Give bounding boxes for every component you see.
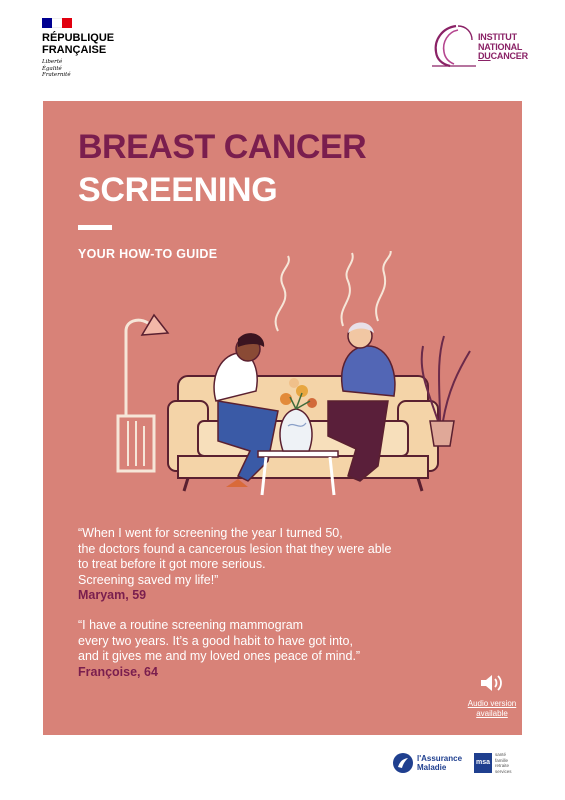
inca-line3-rest: CANCER bbox=[490, 51, 528, 61]
quote-line: “I have a routine screening mammogram bbox=[78, 618, 304, 632]
msa-mark-icon bbox=[474, 753, 492, 773]
quote-line: every two years. It’s a good habit to have got into, bbox=[78, 633, 353, 648]
speaker-icon bbox=[479, 672, 505, 694]
msa-tagline bbox=[495, 752, 512, 774]
msa-tagline-line: famille bbox=[495, 757, 509, 763]
republic-motto bbox=[42, 59, 114, 79]
rf-title-line1: RÉPUBLIQUE bbox=[42, 32, 115, 44]
am-line1: l'Assurance bbox=[417, 754, 463, 763]
title-screening: SCREENING bbox=[78, 171, 278, 209]
inca-emblem-icon bbox=[428, 22, 480, 68]
quote-author: Françoise, 64 bbox=[78, 664, 158, 679]
motto-egalite: Égalité bbox=[42, 65, 62, 72]
quote-author: Maryam, 59 bbox=[78, 588, 147, 602]
msa-tagline-line: services bbox=[495, 768, 512, 774]
inca-line2: NATIONAL bbox=[478, 41, 523, 52]
quote-line: and it gives me and my loved ones peace of mind.” bbox=[78, 649, 361, 663]
audio-link-line1[interactable]: Audio version bbox=[467, 699, 517, 708]
quote-line: to treat before it got more serious. bbox=[78, 557, 266, 571]
republique-francaise-logo bbox=[42, 18, 114, 79]
cover-panel bbox=[43, 101, 522, 735]
msa-logo bbox=[474, 752, 512, 774]
french-flag-icon bbox=[42, 18, 72, 28]
am-line2: Maladie bbox=[417, 763, 447, 772]
inca-line1: INSTITUT bbox=[478, 32, 517, 42]
two-women-on-sofa-illustration bbox=[98, 251, 478, 501]
quote-line: Screening saved my life!” bbox=[78, 572, 219, 587]
motto-liberte: Liberté bbox=[42, 59, 63, 65]
inca-line3-prefix: DU bbox=[478, 51, 491, 61]
testimonial-francoise bbox=[78, 618, 360, 680]
motto-fraternite: Fraternité bbox=[42, 72, 71, 78]
assurance-maladie-wordmark bbox=[417, 754, 462, 772]
subtitle-how-to-guide: YOUR HOW-TO GUIDE bbox=[78, 247, 218, 261]
testimonial-maryam bbox=[78, 526, 391, 604]
quote-line: “When I went for screening the year I turned 50, bbox=[78, 526, 343, 540]
assurance-maladie-emblem-icon bbox=[392, 752, 414, 774]
republique-francaise-title bbox=[42, 32, 114, 56]
rf-title-line2: FRANÇAISE bbox=[42, 44, 107, 56]
audio-version-link[interactable] bbox=[461, 672, 523, 718]
quote-line: the doctors found a cancerous lesion that they were able bbox=[78, 541, 392, 556]
msa-tagline-line: santé bbox=[495, 752, 507, 757]
msa-mark-text: msa bbox=[475, 759, 490, 766]
msa-tagline-line: retraite bbox=[495, 763, 510, 768]
audio-link-line2[interactable]: available bbox=[476, 708, 508, 718]
institut-national-du-cancer-logo bbox=[428, 22, 538, 70]
inca-wordmark bbox=[478, 33, 528, 62]
title-breast-cancer: BREAST CANCER bbox=[78, 128, 367, 166]
assurance-maladie-logo bbox=[392, 752, 462, 774]
title-divider bbox=[78, 225, 112, 230]
